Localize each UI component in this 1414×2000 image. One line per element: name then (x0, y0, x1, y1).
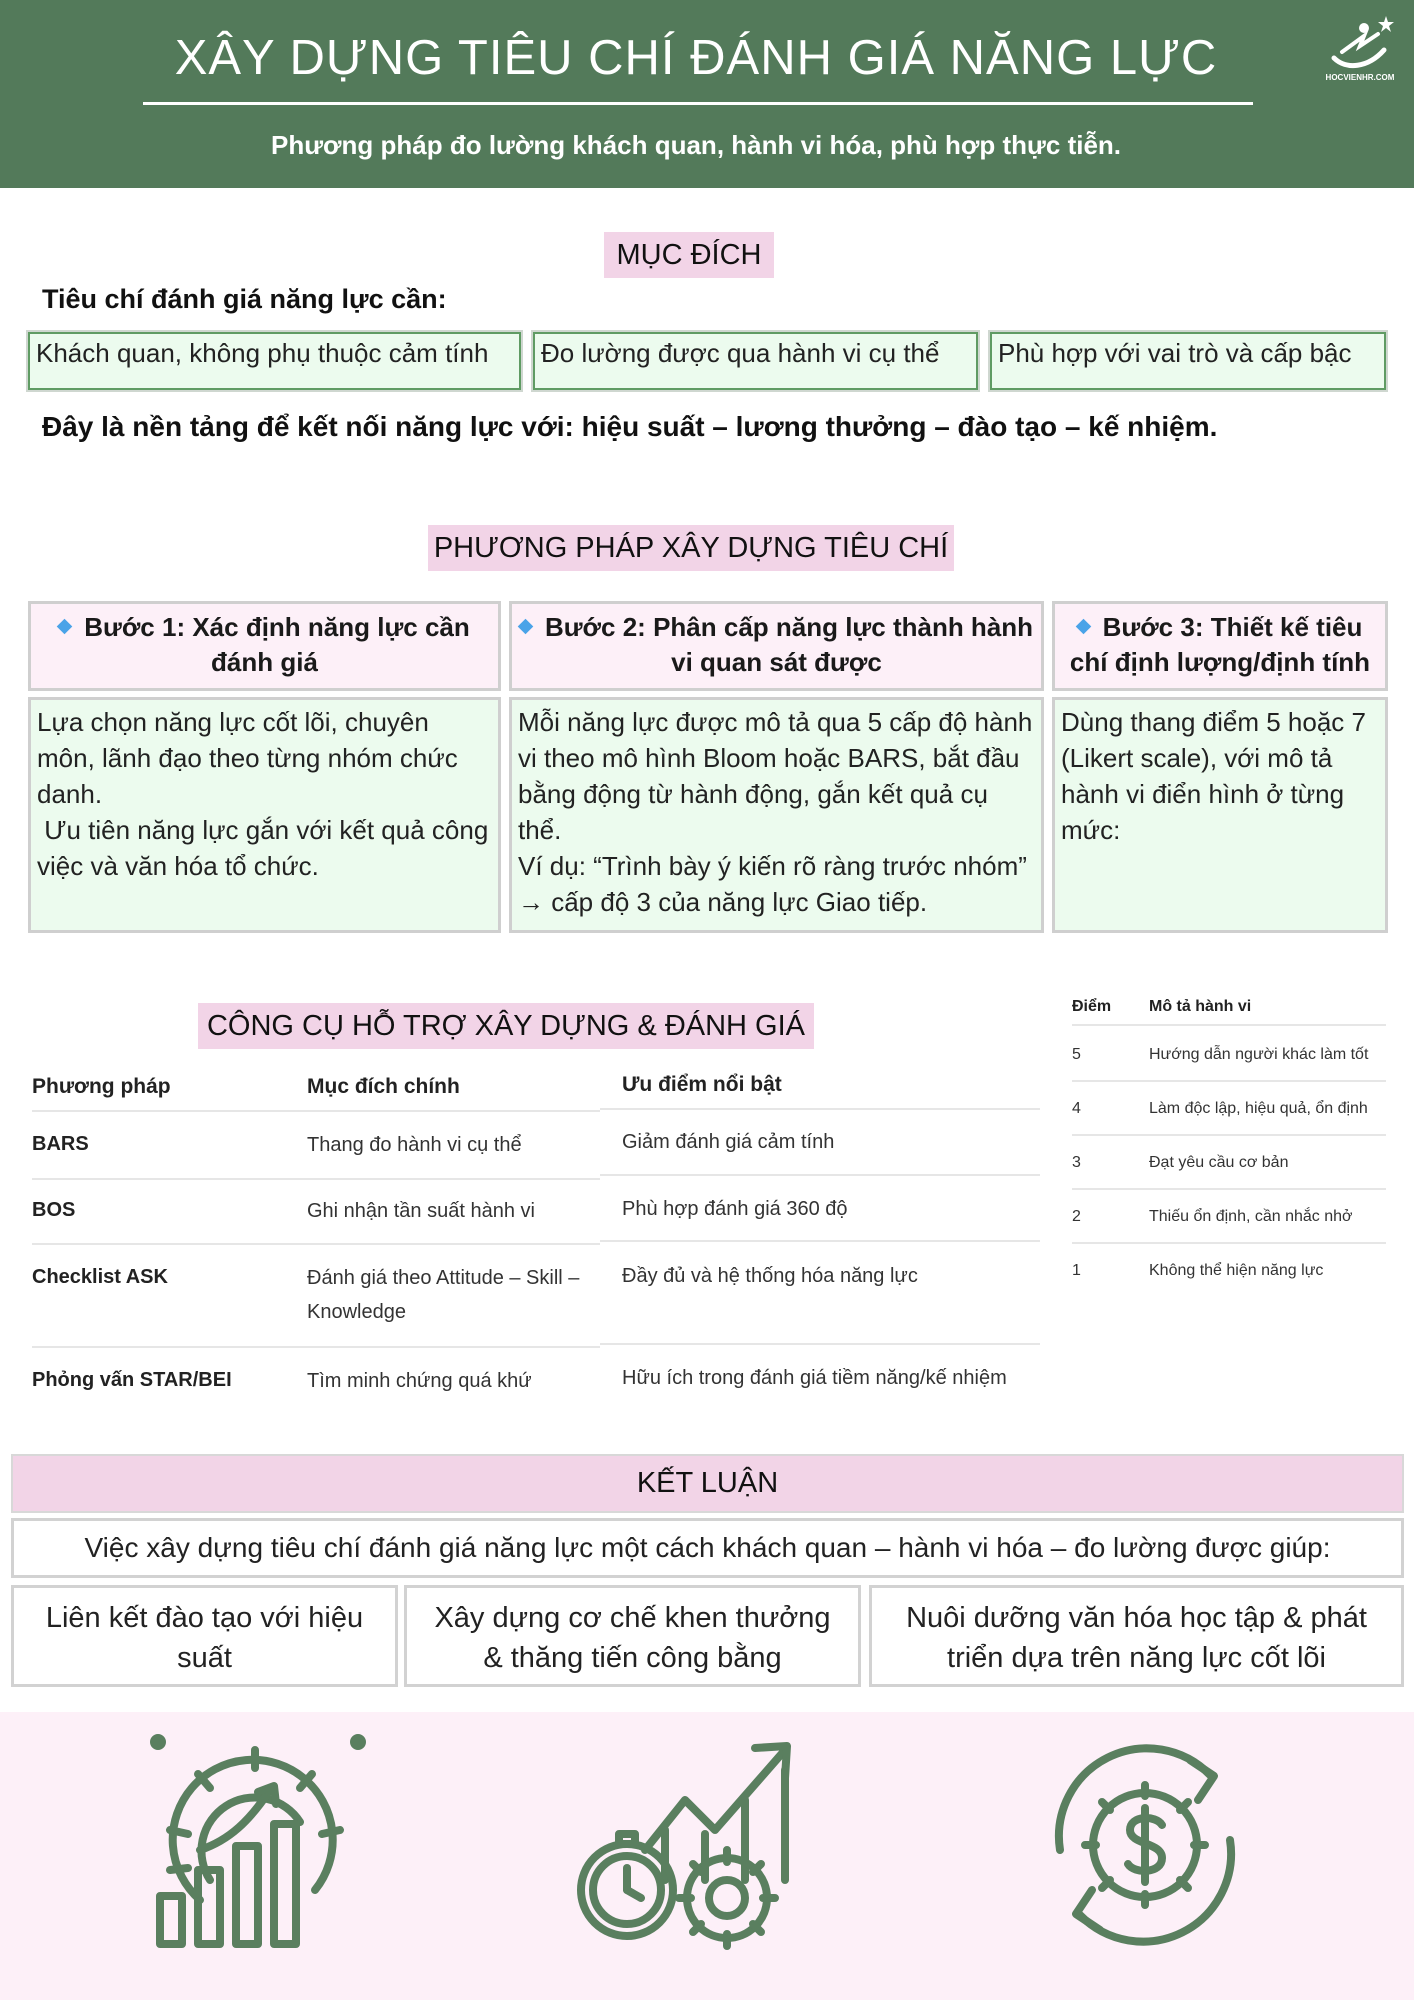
table-cell-advantage: Đầy đủ và hệ thống hóa năng lực (622, 1265, 918, 1287)
table-divider (600, 1240, 1040, 1242)
table-cell-purpose: Đánh giá theo Attitude – Skill – Knowledge (307, 1267, 580, 1323)
header-divider (143, 102, 1253, 105)
benefit-box (869, 1585, 1404, 1687)
step-body-text: Mỗi năng lực được mô tả qua 5 cấp độ hành vi theo mô hình Bloom hoặc BARS, bắt đầu bằng động từ hành động, gắn kết quả cụ thể. (518, 707, 1033, 845)
benefit-text: Nuôi dưỡng văn hóa học tập & phát triển dựa trên năng lực cốt lõi (906, 1602, 1367, 1674)
table-cell-method: BARS (32, 1133, 89, 1155)
purpose-title: MỤC ĐÍCH (604, 232, 774, 278)
logo-text: HOCVIENHR.COM (1325, 73, 1395, 82)
diamond-bullet-icon (1075, 618, 1091, 634)
scale-cell-description: Không thể hiện năng lực (1149, 1262, 1324, 1279)
scale-cell-score: 3 (1072, 1154, 1081, 1171)
scale-cell-score: 5 (1072, 1046, 1081, 1063)
scale-cell-score: 4 (1072, 1100, 1081, 1117)
scale-divider (1072, 1024, 1386, 1026)
scale-cell-score: 1 (1072, 1262, 1081, 1279)
table-divider (600, 1174, 1040, 1176)
criterion-text: Khách quan, không phụ thuộc cảm tính (36, 338, 489, 368)
purpose-lead: Tiêu chí đánh giá năng lực cần: (42, 284, 447, 314)
table-divider (32, 1243, 600, 1245)
scale-divider (1072, 1134, 1386, 1136)
table-header-advantage: Ưu điểm nổi bật (622, 1073, 782, 1096)
scale-cell-description: Làm độc lập, hiệu quả, ổn định (1149, 1100, 1368, 1117)
step-body-text: Dùng thang điểm 5 hoặc 7 (Likert scale), với mô tả hành vi điển hình ở từng mức: (1061, 707, 1366, 845)
step-3-body (1052, 697, 1388, 933)
step-2-body (509, 697, 1044, 933)
benefit-box (11, 1585, 398, 1687)
table-cell-method: Checklist ASK (32, 1266, 168, 1288)
scale-divider (1072, 1080, 1386, 1082)
table-divider (600, 1108, 1040, 1110)
table-cell-method: Phỏng vấn STAR/BEI (32, 1369, 232, 1391)
gear-growth-chart-icon (140, 1730, 370, 1960)
table-cell-advantage: Phù hợp đánh giá 360 độ (622, 1198, 848, 1220)
diamond-bullet-icon (57, 618, 73, 634)
table-divider (32, 1110, 600, 1112)
table-cell-advantage: Giảm đánh giá cảm tính (622, 1131, 835, 1153)
step-heading-text: Bước 3: Thiết kế tiêu chí định lượng/định tính (1069, 612, 1371, 677)
table-cell-purpose: Tìm minh chứng quá khứ (307, 1370, 532, 1392)
step-heading-text: Bước 1: Xác định năng lực cần đánh giá (84, 612, 470, 677)
table-cell-advantage: Hữu ích trong đánh giá tiềm năng/kế nhiệm (622, 1367, 1007, 1389)
table-cell-purpose: Thang đo hành vi cụ thể (307, 1134, 522, 1156)
step-2-heading (509, 601, 1044, 691)
scale-cell-description: Đạt yêu cầu cơ bản (1149, 1154, 1289, 1171)
step-body-text: Ưu tiên năng lực gắn với kết quả công việc và văn hóa tổ chức. (37, 815, 496, 881)
step-1-heading (28, 601, 501, 691)
conclusion-intro: Việc xây dựng tiêu chí đánh giá năng lực một cách khách quan – hành vi hóa – đo lường được giúp: (11, 1518, 1404, 1578)
benefit-box (404, 1585, 861, 1687)
criterion-box (531, 330, 980, 392)
criterion-box (26, 330, 523, 392)
criterion-text: Phù hợp với vai trò và cấp bậc (998, 338, 1352, 368)
step-3-heading (1052, 601, 1388, 691)
scale-cell-description: Hướng dẫn người khác làm tốt (1149, 1046, 1369, 1063)
criterion-text: Đo lường được qua hành vi cụ thể (541, 338, 940, 368)
table-header-method: Phương pháp (32, 1075, 171, 1098)
scale-header-description: Mô tả hành vi (1149, 998, 1252, 1015)
criterion-box (988, 330, 1388, 392)
table-divider (32, 1346, 600, 1348)
step-body-text: Ví dụ: “Trình bày ý kiến rõ ràng trước nhóm” → cấp độ 3 của năng lực Giao tiếp. (518, 851, 1027, 917)
header-banner (0, 0, 1414, 188)
scale-header-score: Điểm (1072, 998, 1112, 1015)
diamond-bullet-icon (518, 618, 534, 634)
step-heading-text: Bước 2: Phân cấp năng lực thành hành vi quan sát được (544, 612, 1034, 677)
step-1-body (28, 697, 501, 933)
benefit-text: Liên kết đào tạo với hiệu suất (45, 1602, 364, 1674)
stopwatch-gear-growth-icon (575, 1730, 815, 1960)
table-divider (32, 1178, 600, 1180)
scale-cell-description: Thiếu ổn định, cần nhắc nhở (1149, 1208, 1353, 1225)
scale-divider (1072, 1242, 1386, 1244)
page-title: XÂY DỰNG TIÊU CHÍ ĐÁNH GIÁ NĂNG LỰC (174, 31, 1218, 85)
scale-divider (1072, 1188, 1386, 1190)
scale-cell-score: 2 (1072, 1208, 1081, 1225)
table-cell-method: BOS (32, 1199, 76, 1221)
dollar-gear-cycle-icon (1030, 1730, 1260, 1960)
benefit-text: Xây dựng cơ chế khen thưởng & thăng tiến công bằng (434, 1602, 831, 1674)
tools-title: CÔNG CỤ HỖ TRỢ XÂY DỰNG & ĐÁNH GIÁ (198, 1003, 814, 1049)
purpose-foundation: Đây là nền tảng để kết nối năng lực với: hiệu suất – lương thưởng – đào tạo – kế nhiệm. (42, 411, 1218, 442)
table-header-purpose: Mục đích chính (307, 1075, 460, 1098)
conclusion-title: KẾT LUẬN (11, 1454, 1404, 1513)
table-divider (600, 1343, 1040, 1345)
table-cell-purpose: Ghi nhận tần suất hành vi (307, 1200, 535, 1222)
step-body-text: Lựa chọn năng lực cốt lõi, chuyên môn, lãnh đạo theo từng nhóm chức danh. (37, 707, 458, 809)
page-subtitle: Phương pháp đo lường khách quan, hành vi hóa, phù hợp thực tiễn. (270, 130, 1122, 160)
method-title: PHƯƠNG PHÁP XÂY DỰNG TIÊU CHÍ (428, 525, 954, 571)
